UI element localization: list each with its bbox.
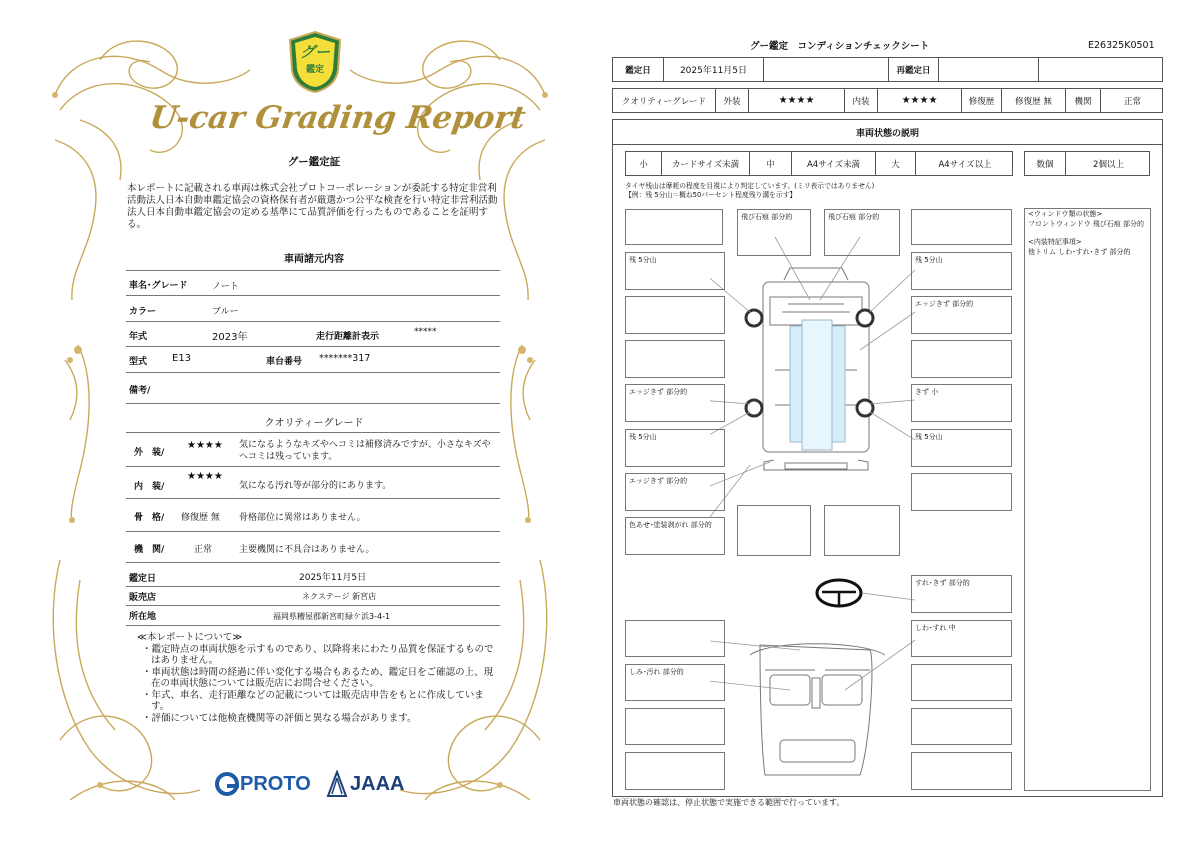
left-edge-text: エッジきず 部分的	[629, 388, 688, 396]
spec-row-color	[126, 297, 500, 322]
interior-value: 他トリム しわ･すれ･きず 部分的	[1028, 247, 1131, 256]
panel-rear-2	[824, 505, 900, 556]
panel-int-left-3	[625, 708, 725, 745]
tire-note: タイヤ残山は摩耗の程度を目視により判定しています。(ミリ表示ではありません)	[625, 182, 875, 190]
date-value: 2025年11月5日	[663, 58, 763, 81]
year-value: 2023年	[212, 332, 248, 343]
panel-left-3	[625, 384, 725, 422]
right-edge-text: エッジきず 部分的	[915, 300, 974, 308]
note-item: ・車両状態は時間の経過に伴い変化する場合もあるため、鑑定日をご確認の上、現在の車両状態については販売店にお問合せください。	[142, 666, 494, 689]
proto-logo-text: PROTO	[240, 773, 311, 795]
engine-comment: 主要機関に不具合はありません。	[239, 545, 375, 555]
seat-right-text: しわ･すれ 中	[915, 624, 956, 632]
engine-value: 正常	[1100, 89, 1164, 112]
panel-top-2	[824, 209, 900, 256]
name-label: 車名･グレード	[129, 281, 188, 291]
legend-small: 小	[639, 159, 648, 170]
year-label: 年式	[129, 332, 148, 342]
panel-top-2-text: 飛び石痕 部分的	[828, 213, 880, 221]
note-item: ・評価については他検査機関等の評価と異なる場合があります。	[142, 712, 417, 724]
panel-right-3	[911, 384, 1012, 422]
panel-steering	[911, 575, 1012, 613]
rr-tire-text: 残 5分山	[915, 433, 943, 441]
panel-right-1	[911, 296, 1012, 334]
name-value: ノート	[212, 282, 239, 292]
badge-bottom-text: 鑑定	[305, 65, 324, 75]
notes-column-content	[1028, 210, 1144, 257]
panel-int-left-2	[625, 664, 725, 701]
jaaa-logo-icon	[326, 770, 348, 798]
badge-top-text: グー	[299, 43, 330, 61]
repair-value: 修復歴 無	[1001, 89, 1065, 112]
panel-int-right-1	[911, 620, 1012, 657]
redate-label: 再鑑定日	[888, 58, 938, 81]
date-label: 鑑定日	[625, 65, 651, 76]
panel-left-1	[625, 296, 725, 334]
interior-comment: 気になる汚れ等が部分的にあります。	[239, 481, 392, 491]
shop-label: 販売店	[129, 593, 157, 603]
engine-label: 機関	[1065, 89, 1100, 112]
chassis-value: *******317	[319, 353, 371, 364]
panel-front-left	[625, 209, 723, 245]
chassis-label: 車台番号	[266, 357, 303, 367]
right-scratch-text: きず 小	[915, 388, 939, 396]
panel-left-2	[625, 340, 725, 378]
panel-front-right	[911, 209, 1012, 245]
notes	[137, 632, 497, 724]
grade-label: クオリティーグレード	[621, 96, 707, 107]
interior-label: 内 装/	[134, 482, 165, 492]
window-value: フロントウィンドウ 飛び石痕 部分的	[1028, 219, 1145, 228]
spec-row-model	[126, 347, 500, 373]
rl-tire-text: 残 5分山	[629, 433, 657, 441]
panel-fr-tire	[911, 252, 1012, 290]
panel-top-1	[737, 209, 811, 256]
steering-text: すれ･きず 部分的	[915, 579, 970, 587]
notes-column	[1024, 208, 1151, 791]
shop-value: ネクステージ 新宮店	[302, 592, 377, 601]
sheet-footer: 車両状態の確認は、停止状態で実施できる範囲で行っています。	[613, 798, 845, 807]
panel-left-5	[625, 517, 725, 555]
info-row-address	[126, 606, 500, 626]
engine-label: 機 関/	[134, 545, 165, 555]
panel-right-2	[911, 340, 1012, 378]
spec-row-name	[126, 273, 500, 296]
exterior-label: 外装	[715, 89, 748, 112]
legend-small-desc: カードサイズ未満	[661, 152, 749, 175]
panel-rl-tire	[625, 429, 725, 467]
engine-value: 正常	[194, 545, 213, 555]
address-value: 福岡県糟屋郡新宮町緑ケ浜3-4-1	[273, 612, 391, 621]
exterior-stars: ★★★★	[187, 440, 223, 451]
exterior-comment: 気になるようなキズやヘコミは補修済みですが、小さなキズやヘコミは残っています。	[239, 440, 491, 462]
size-legend	[625, 151, 1013, 176]
remarks-label: 備考/	[129, 386, 151, 396]
proto-logo-icon	[215, 772, 241, 798]
exterior-label: 外 装/	[134, 448, 165, 458]
panel-top-1-text: 飛び石痕 部分的	[741, 213, 793, 221]
interior-stars: ★★★★	[187, 471, 223, 482]
note-item: ・年式、車名、走行距離などの記載については販売店申告をもとに作成しています。	[142, 689, 484, 712]
date-row	[612, 57, 1163, 82]
spec-row-year	[126, 322, 500, 347]
panel-right-4	[911, 473, 1012, 511]
mileage-value: *****	[414, 327, 437, 337]
divider	[126, 270, 500, 271]
fl-tire-text: 残 5分山	[629, 256, 657, 264]
steering-wheel-icon	[817, 580, 861, 606]
legend-count-desc: 2個以上	[1065, 152, 1151, 175]
panel-int-right-4	[911, 752, 1012, 790]
divider	[612, 144, 1163, 145]
count-legend	[1024, 151, 1150, 176]
mileage-label: 走行距離計表示	[316, 332, 380, 342]
panel-int-right-2	[911, 664, 1012, 701]
legend-medium: 中	[749, 152, 791, 175]
frame-label: 骨 格/	[134, 513, 165, 523]
blank-cell	[763, 58, 888, 81]
sheet-code: E26325K0501	[1088, 40, 1155, 51]
panel-left-4	[625, 473, 725, 511]
divider	[126, 432, 500, 433]
panel-int-right-3	[911, 708, 1012, 745]
exterior-stars: ★★★★	[748, 89, 844, 112]
panel-rr-tire	[911, 429, 1012, 467]
color-value: ブルー	[212, 307, 239, 317]
quality-heading: クオリティーグレード	[264, 418, 364, 429]
fr-tire-text: 残 5分山	[915, 256, 943, 264]
quality-row-frame	[126, 500, 500, 532]
left-fade-text: 色あせ･塗装剥がれ 部分的	[629, 521, 712, 529]
quality-row-exterior	[126, 434, 500, 467]
legend-large: 大	[875, 152, 915, 175]
date-value: 2025年11月5日	[299, 573, 367, 583]
interior-heading: <内装特記事項>	[1028, 238, 1082, 246]
seat-left-text: しみ･汚れ 部分的	[629, 668, 684, 676]
left-edge2-text: エッジきず 部分的	[629, 477, 688, 485]
jaaa-logo-text: JAAA	[350, 773, 405, 795]
specs-heading: 車両諸元内容	[284, 254, 344, 265]
legend-count: 数個	[1036, 159, 1054, 170]
blank-cell	[1038, 58, 1164, 81]
intro-text: 本レポートに記載される車両は株式会社プロトコーポレーションが委託する特定非営利活動法人日本自動車鑑定協会の資格保有者が厳選かつ公平な検査を行い特定非営利活動法人日本自動車鑑定協会の定める基準にて品質評価を行ったものであることを証明する。	[127, 183, 498, 230]
panel-int-left-1	[625, 620, 725, 657]
frame-comment: 骨格部位に異常はありません。	[239, 513, 366, 523]
model-label: 型式	[129, 357, 148, 367]
certificate-heading: グー鑑定証	[287, 156, 341, 168]
quality-row-interior	[126, 468, 500, 499]
info-row-shop	[126, 587, 500, 606]
redate-value	[938, 58, 1038, 81]
quality-row-engine	[126, 533, 500, 563]
frame-value: 修復歴 無	[181, 513, 220, 523]
spec-row-remarks	[126, 373, 500, 404]
grade-row	[612, 88, 1163, 113]
panel-rear-1	[737, 505, 811, 556]
interior-stars: ★★★★	[877, 89, 961, 112]
condition-heading: 車両状態の説明	[855, 129, 919, 139]
panel-int-left-4	[625, 752, 725, 790]
window-heading: <ウィンドウ類の状態>	[1028, 210, 1103, 218]
date-label: 鑑定日	[129, 574, 157, 584]
condition-check-sheet	[600, 0, 1200, 848]
panel-fl-tire	[625, 252, 725, 290]
interior-label: 内装	[844, 89, 877, 112]
address-label: 所在地	[129, 612, 157, 622]
note-item: ・鑑定時点の車両状態を示すものであり、以降将来にわたり品質を保証するものではありません。	[142, 643, 494, 666]
color-label: カラー	[129, 307, 157, 317]
tire-example: 【例：残 5分山＝概ね50パーセント程度残り溝を示す】	[625, 191, 797, 199]
info-row-date	[126, 564, 500, 587]
repair-label: 修復歴	[961, 89, 1001, 112]
model-value: E13	[172, 353, 192, 364]
sheet-title: グー鑑定 コンディションチェックシート	[750, 41, 930, 52]
legend-large-desc: A4サイズ以上	[915, 152, 1014, 175]
report-title: U-car Grading Report	[147, 100, 528, 136]
notes-heading: ≪本レポートについて≫	[137, 632, 243, 643]
legend-medium-desc: A4サイズ未満	[791, 152, 875, 175]
